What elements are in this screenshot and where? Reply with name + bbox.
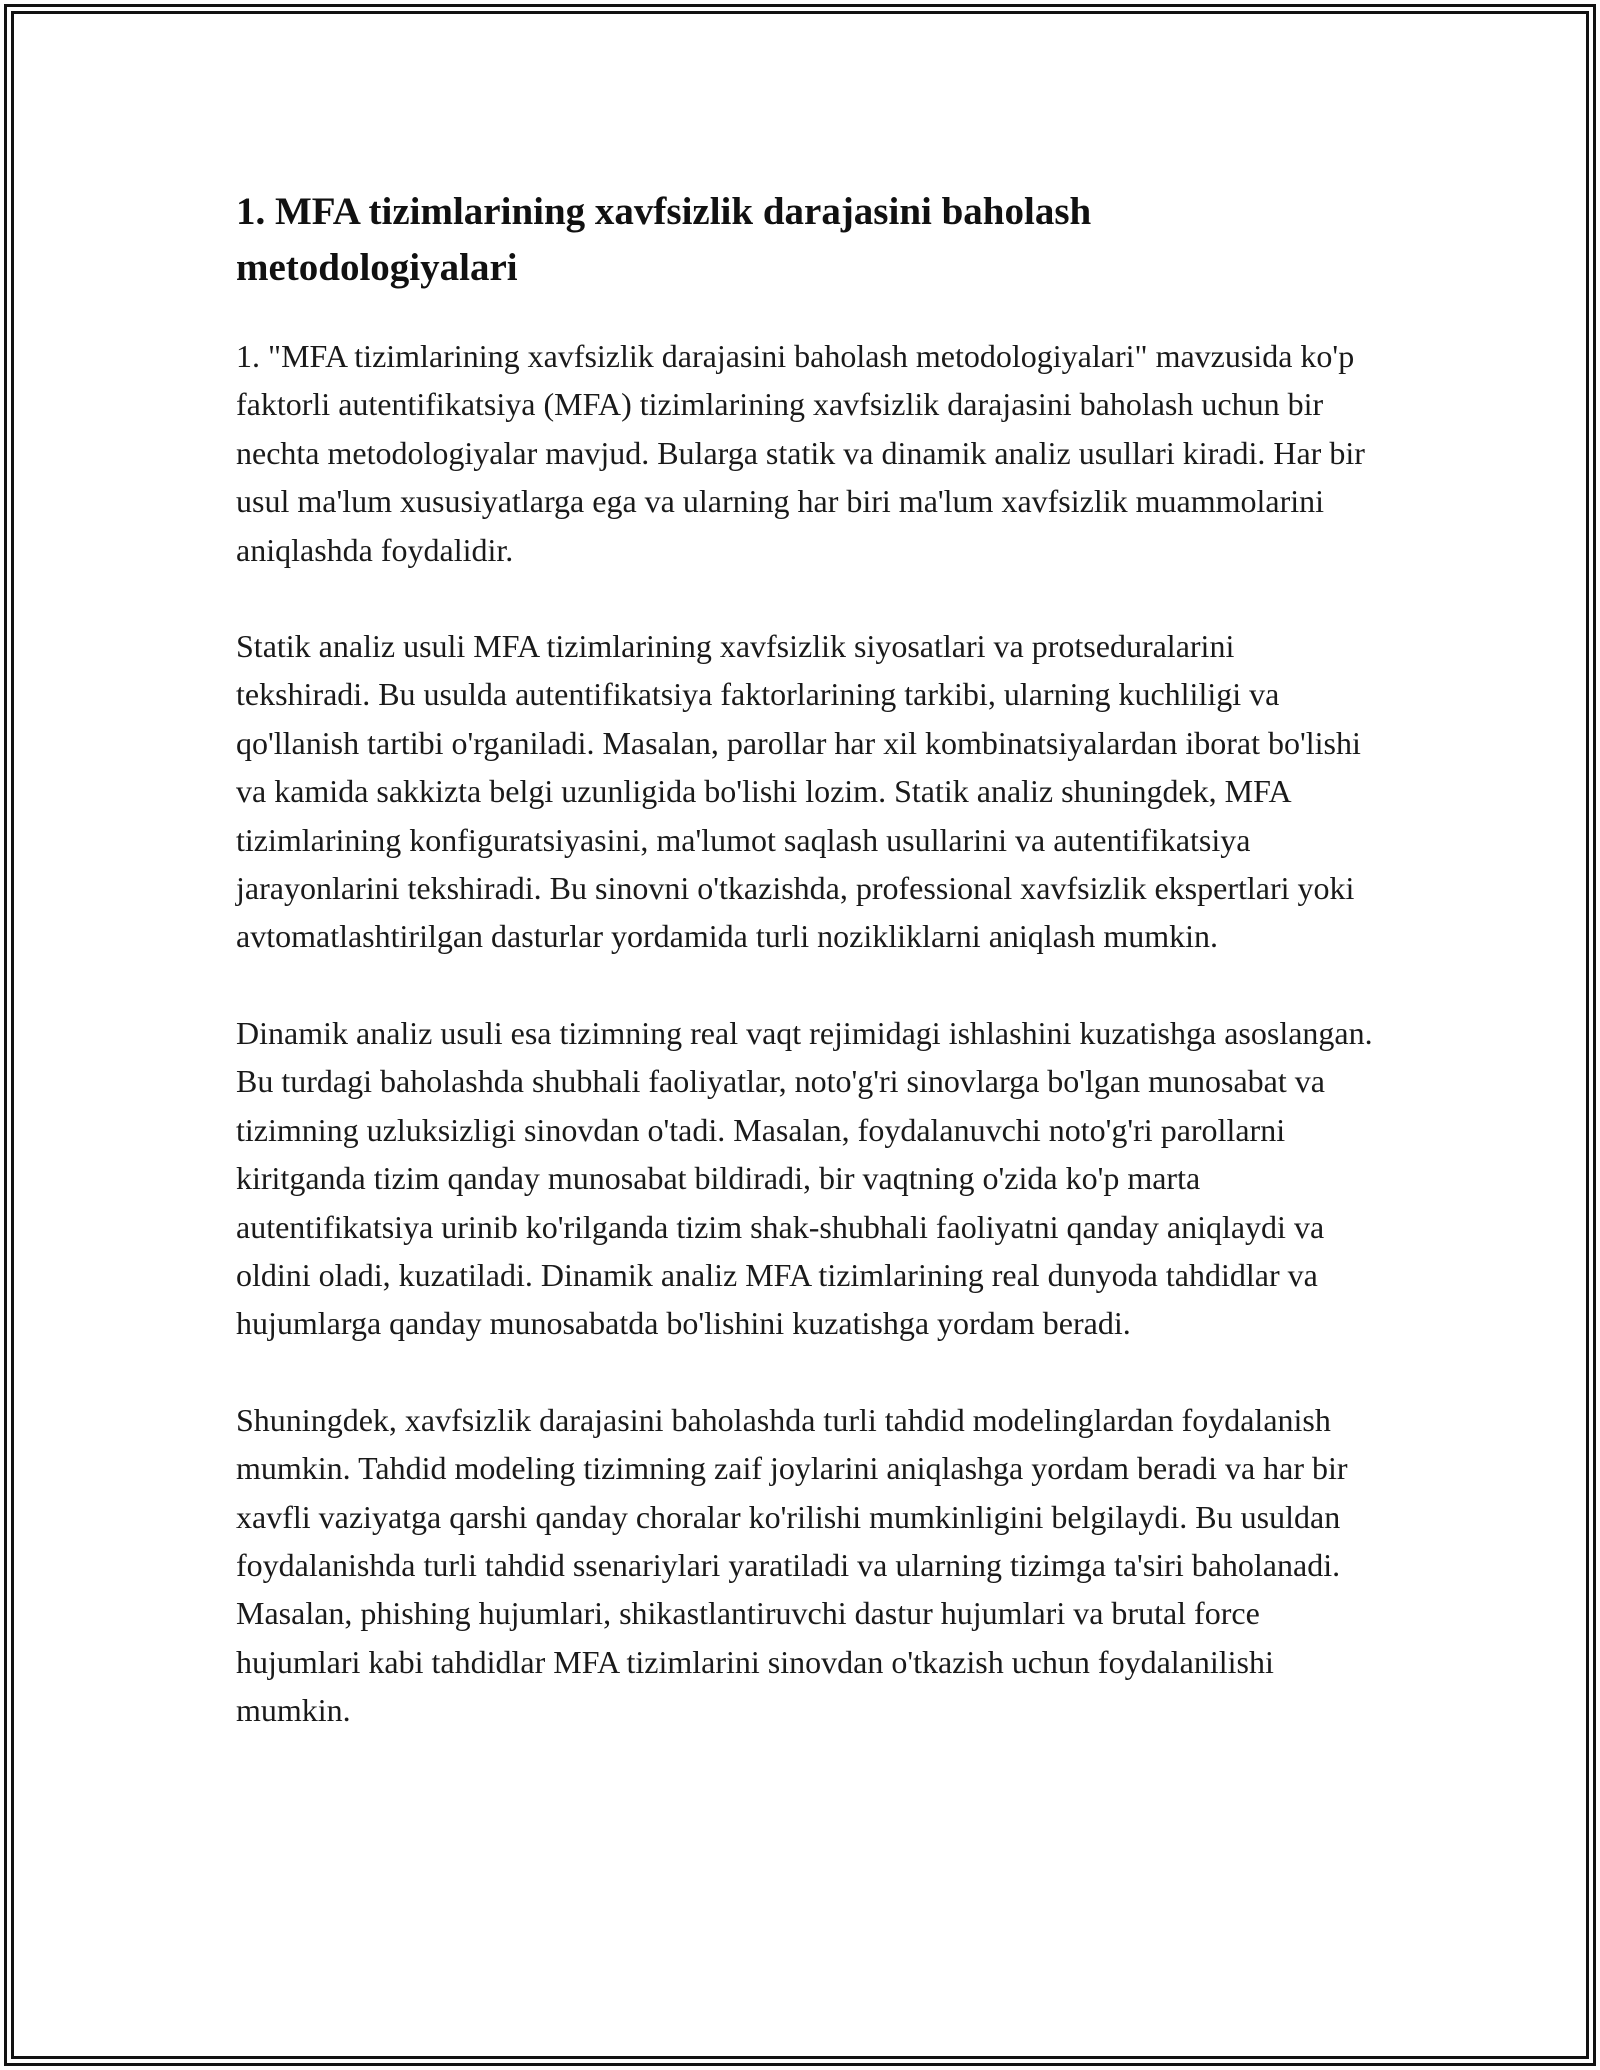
document-title: 1. MFA tizimlarining xavfsizlik darajasini baholash metodologiyalari [236,190,1092,289]
paragraph-intro: 1. "MFA tizimlarining xavfsizlik darajasini baholash metodologiyalari" mavzusida ko'p faktorli autentifikatsiya (MFA) tizimlarining xavfsizlik darajasini baholash uchun bir nechta metodologiyalar mavjud. Bularga statik va dinamik analiz usullari kiradi. Har bir usul ma'lum xususiyatlarga ega va ularning har biri ma'lum xavfsizlik muammolarini aniqlashda foydalidir. [236,338,1365,568]
paragraph-list [236,332,1376,1735]
paragraph-dynamic-analysis: Dinamik analiz usuli esa tizimning real vaqt rejimidagi ishlashini kuzatishga asoslangan. Bu turdagi baholashda shubhali faoliyatlar, noto'g'ri sinovlarga bo'lgan munosabat va tizimning uzluksizligi sinovdan o'tadi. Masalan, foydalanuvchi noto'g'ri parollarni kiritganda tizim qanday munosabat bildiradi, bir vaqtning o'zida ko'p marta autentifikatsiya urinib ko'rilganda tizim shak-shubhali faoliyatni qanday aniqlaydi va oldini oladi, kuzatiladi. Dinamik analiz MFA tizimlarining real dunyoda tahdidlar va hujumlarga qanday munosabatda bo'lishini kuzatishga yordam beradi. [236,1014,1373,1342]
document-body [236,184,1376,1735]
paragraph-static-analysis: Statik analiz usuli MFA tizimlarining xavfsizlik siyosatlari va protseduralarini tekshiradi. Bu usulda autentifikatsiya faktorlarining tarkibi, ularning kuchliligi va qo'llanish tartibi o'rganiladi. Masalan, parollar har xil kombinatsiyalardan iborat bo'lishi va kamida sakkizta belgi uzunligida bo'lishi lozim. Statik analiz shuningdek, MFA tizimlarining konfiguratsiyasini, ma'lumot saqlash usullarini va autentifikatsiya jarayonlarini tekshiradi. Bu sinovni o'tkazishda, professional xavfsizlik ekspertlari yoki avtomatlashtirilgan dasturlar yordamida turli nozikliklarni aniqlash mumkin. [236,628,1361,955]
paragraph-threat-modeling: Shuningdek, xavfsizlik darajasini baholashda turli tahdid modelinglardan foydalanish mumkin. Tahdid modeling tizimning zaif joylarini aniqlashga yordam beradi va har bir xavfli vaziyatga qarshi qanday choralar ko'rilishi mumkinligini belgilaydi. Bu usuldan foydalanishda turli tahdid ssenariylari yaratiladi va ularning tizimga ta'siri baholanadi. Masalan, phishing hujumlari, shikastlantiruvchi dastur hujumlari va brutal force hujumlari kabi tahdidlar MFA tizimlarini sinovdan o'tkazish uchun foydalanilishi mumkin. [236,1401,1348,1729]
